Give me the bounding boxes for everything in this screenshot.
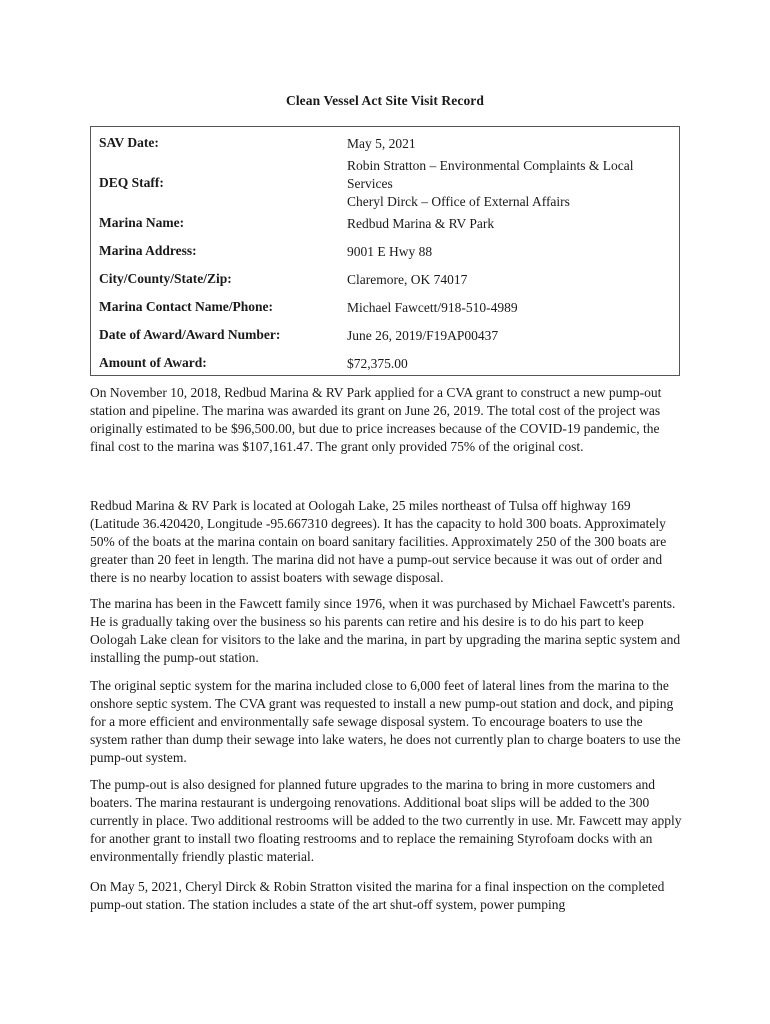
info-value — [347, 215, 677, 233]
info-value-line: Robin Stratton – Environmental Complaints & Local — [347, 158, 634, 173]
info-value-line: Michael Fawcett/918-510-4989 — [347, 300, 518, 315]
info-value — [347, 271, 677, 289]
info-value — [347, 135, 677, 153]
body-paragraph: The marina has been in the Fawcett family since 1976, when it was purchased by Michael Fawcett's parents. He is gradually taking over the business so his parents can retire and his desire is to do his part to keep Oologah Lake clean for visitors to the lake and the marina, in part by upgrading the marina septic system and installing the pump-out station. — [90, 596, 681, 665]
info-label: City/County/State/Zip: — [99, 271, 232, 286]
site-visit-info-table — [90, 126, 680, 376]
info-value-line: $72,375.00 — [347, 356, 408, 371]
info-value-line: June 26, 2019/F19AP00437 — [347, 328, 499, 343]
info-value — [347, 243, 677, 261]
body-paragraph: On November 10, 2018, Redbud Marina & RV Park applied for a CVA grant to construct a new pump-out station and pipeline. The marina was awarded its grant on June 26, 2019. The total cost of the project was originally estimated to be $96,500.00, but due to price increases because of the COVID-19 pandemic, the final cost to the marina was $107,161.47. The grant only provided 75% of the original cost. — [90, 385, 662, 454]
info-label: Date of Award/Award Number: — [99, 327, 281, 342]
info-value — [347, 157, 677, 211]
info-value — [347, 327, 677, 345]
info-label: Marina Address: — [99, 243, 197, 258]
info-value — [347, 355, 677, 373]
body-paragraph: The pump-out is also designed for planned future upgrades to the marina to bring in more customers and boaters. The marina restaurant is undergoing renovations. Additional boat slips will be added to the 300 currently in place. Two additional restrooms will be added to the two currently in use. Mr. Fawcett may apply for another grant to install two floating restrooms and to replace the remaining Styrofoam docks with an environmentally friendly plastic material. — [90, 777, 682, 864]
body-paragraph: On May 5, 2021, Cheryl Dirck & Robin Stratton visited the marina for a final inspection on the completed pump-out station. The station includes a state of the art shut-off system, power pumping — [90, 879, 665, 912]
info-value-line: Cheryl Dirck – Office of External Affairs — [347, 194, 570, 209]
info-label: Marina Name: — [99, 215, 185, 230]
info-label: Amount of Award: — [99, 355, 207, 370]
info-value-line: Redbud Marina & RV Park — [347, 216, 495, 231]
info-value-line: May 5, 2021 — [347, 136, 416, 151]
info-value — [347, 299, 677, 317]
body-paragraph: The original septic system for the marina included close to 6,000 feet of lateral lines from the marina to the onshore septic system. The CVA grant was requested to install a new pump-out station and dock, and piping for a more efficient and environmentally safe sewage disposal system. To encourage boaters to use the system rather than dump their sewage into lake waters, he does not currently plan to charge boaters to use the pump-out system. — [90, 678, 681, 765]
info-label: DEQ Staff: — [99, 175, 164, 190]
info-label: SAV Date: — [99, 135, 159, 150]
info-value-line: 9001 E Hwy 88 — [347, 244, 433, 259]
info-value-line: Claremore, OK 74017 — [347, 272, 468, 287]
document-title: Clean Vessel Act Site Visit Record — [285, 93, 484, 108]
body-paragraph: Redbud Marina & RV Park is located at Oologah Lake, 25 miles northeast of Tulsa off highway 169 (Latitude 36.420420, Longitude -95.667310 degrees). It has the capacity to hold 300 boats. Approximately 50% of the boats at the marina contain on board sanitary facilities. Approximately 250 of the 300 boats are greater than 20 feet in length. The marina did not have a pump-out service because it was out of order and there is no nearby location to assist boaters with sewage disposal. — [90, 498, 667, 585]
info-label: Marina Contact Name/Phone: — [99, 299, 273, 314]
info-value-line: Services — [347, 176, 393, 191]
